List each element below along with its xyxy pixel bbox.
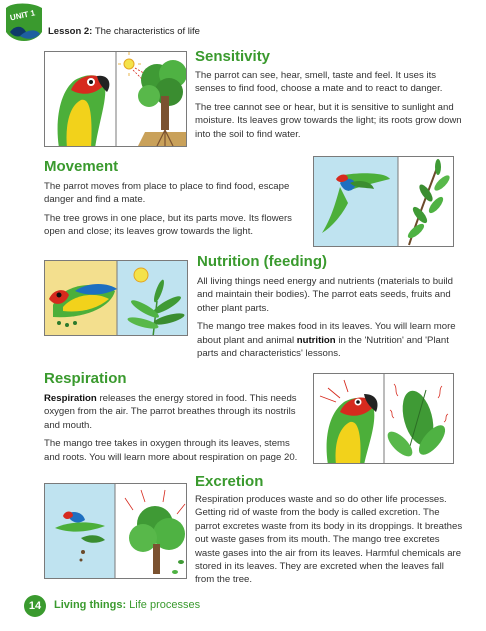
movement-heading: Movement <box>44 158 119 175</box>
nutrition-paragraph-2: The mango tree makes food in its leaves. You will learn more about plant and animal nutrition in the 'Nutrition' and 'Plant parts and characteristics' lessons. <box>197 321 456 360</box>
sensitivity-paragraph-1: The parrot can see, hear, smell, taste and feel. It uses its senses to find food, choose a mate and to react to danger. <box>195 70 443 95</box>
sensitivity-paragraph-2: The tree cannot see or hear, but it is sensitive to sunlight and moisture. Its leaves grow towards the light; its roots grow down into the soil to find water. <box>195 101 462 140</box>
sensitivity-illustration <box>44 51 187 147</box>
footer-title: Living things: Life processes <box>54 599 201 611</box>
page-number: 14 <box>24 595 46 617</box>
respiration-heading: Respiration <box>44 370 127 387</box>
excretion-illustration <box>44 483 187 579</box>
nutrition-paragraph-1: All living things need energy and nutrients (materials to build and maintain their bodies). The parrot eats seeds, fruits and other plant parts. <box>197 276 453 314</box>
lesson-title: Lesson 2: The characteristics of life <box>48 26 200 37</box>
nutrition-text <box>197 275 463 365</box>
unit-badge-label: UNIT 1 <box>9 8 36 23</box>
respiration-paragraph-1: Respiration releases the energy stored in food. This needs oxygen from the air. The parrot breathes through its nostrils and mouth. <box>44 393 297 431</box>
movement-paragraph-1: The parrot moves from place to place to find food, escape danger and find a mate. <box>44 181 290 206</box>
nutrition-illustration <box>44 260 188 336</box>
sensitivity-text <box>195 69 463 146</box>
excretion-paragraph-1: Respiration produces waste and so do other life processes. Getting rid of waste from the body is called excretion. The parrot excretes waste from its body in its droppings. It breathes out waste gases from its mouth. The mango tree excretes waste gases into the air from its leaves. Harmful chemicals are stored in its leaves. They are excreted when the leaves fall from the tree. <box>195 494 463 586</box>
movement-text <box>44 180 306 244</box>
movement-illustration <box>313 156 454 247</box>
excretion-text <box>195 493 463 592</box>
respiration-paragraph-2: The mango tree takes in oxygen through its leaves, stems and roots. You will learn more about respiration on page 20. <box>44 438 298 463</box>
respiration-illustration <box>313 373 454 464</box>
nutrition-heading: Nutrition (feeding) <box>197 253 327 270</box>
respiration-text <box>44 392 306 469</box>
excretion-heading: Excretion <box>195 473 264 490</box>
sun-icon <box>134 268 148 282</box>
sensitivity-heading: Sensitivity <box>195 48 271 65</box>
movement-paragraph-2: The tree grows in one place, but its parts move. Its flowers open and close; its leaves grow towards the light. <box>44 212 292 238</box>
unit-badge <box>2 2 46 48</box>
